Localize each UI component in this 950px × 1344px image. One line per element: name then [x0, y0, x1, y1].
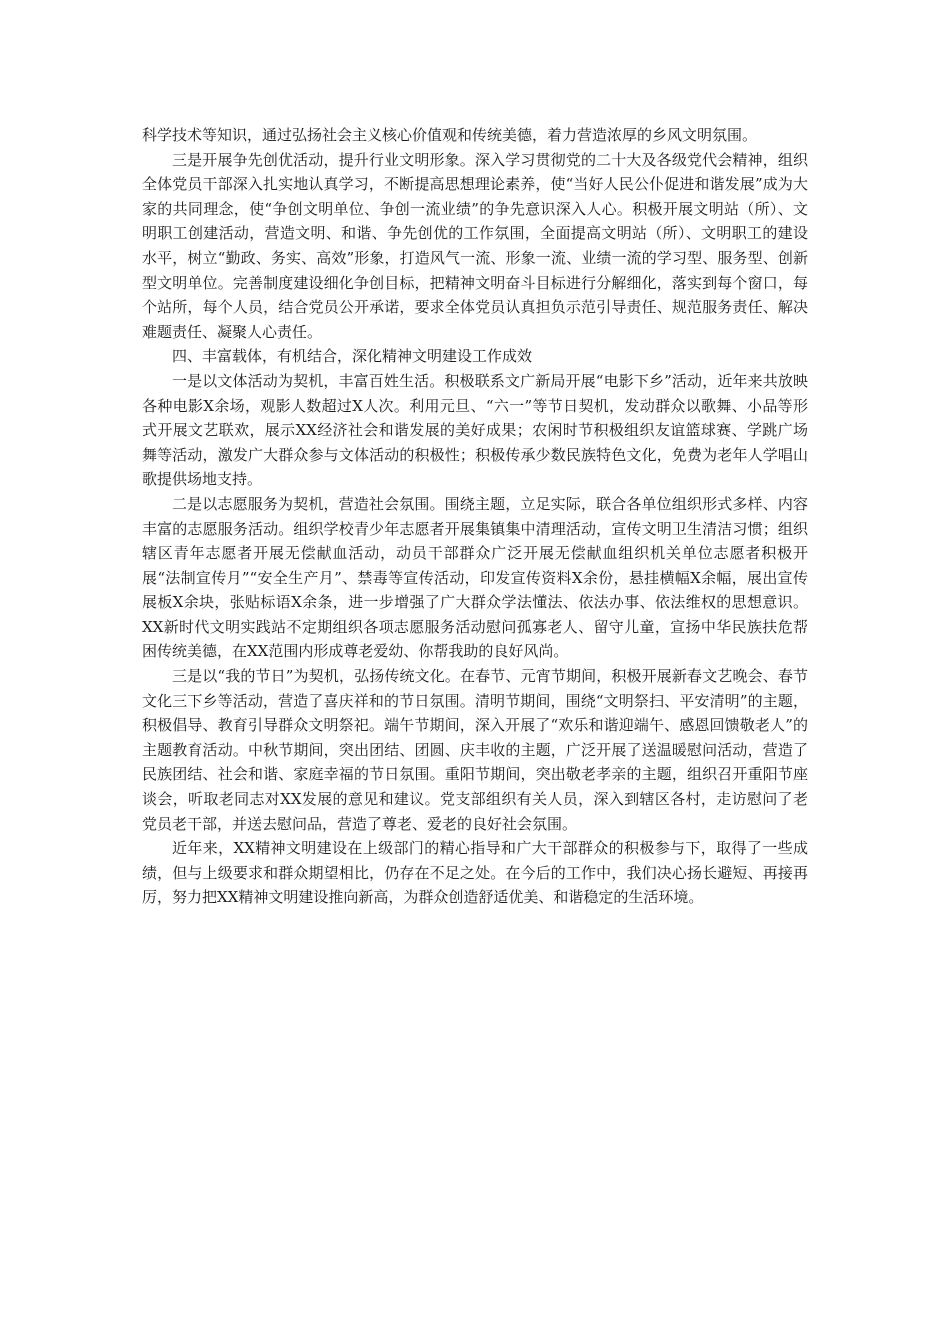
paragraph-volunteer-service: 二是以志愿服务为契机，营造社会氛围。围绕主题，立足实际，联合各单位组织形式多样、内容丰富的志愿服务活动。组织学校青少年志愿者开展集镇集中清理活动，宣传文明卫生清洁习惯；组织辖区青年志愿者开展无偿献血活动，动员干部群众广泛开展无偿献血组织机关单位志愿者积极开展“法制宣传月”“安全生产月”、禁毒等宣传活动，印发宣传资料X余份，悬挂横幅X余幅，展出宣传展板X余块，张贴标语X余条，进一步增强了广大群众学法懂法、依法办事、依法维权的思想意识。XX新时代文明实践站不定期组织各项志愿服务活动慰问孤寡老人、留守儿童，宣扬中华民族扶危帮困传统美德，在XX范围内形成尊老爱幼、你帮我助的良好风尚。	[142, 494, 808, 661]
paragraph-advanced-activities: 三是开展争先创优活动，提升行业文明形象。深入学习贯彻党的二十大及各级党代会精神，组织全体党员干部深入扎实地认真学习，不断提高思想理论素养，使“当好人民公仆促进和谐发展”成为大家的共同理念，使“争创文明单位、争创一流业绩”的争先意识深入人心。积极开展文明站（所）、文明职工创建活动，营造文明、和谐、争先创优的工作氛围，全面提高文明站（所）、文明职工的建设水平，树立“勤政、务实、高效”形象，打造风气一流、形象一流、业绩一流的学习型、服务型、创新型文明单位。完善制度建设细化争创目标，把精神文明奋斗目标进行分解细化，落实到每个窗口，每个站所，每个人员，结合党员公开承诺，要求全体党员认真担负示范引导责任、规范服务责任、解决难题责任、凝聚人心责任。	[142, 150, 808, 341]
paragraph-continuation: 科学技术等知识，通过弘扬社会主义核心价值观和传统美德，着力营造浓厚的乡风文明氛围。	[142, 126, 758, 144]
paragraph-festivals: 三是以“我的节日”为契机，弘扬传统文化。在春节、元宵节期间，积极开展新春文艺晚会、春节文化三下乡等活动，营造了喜庆祥和的节日氛围。清明节期间，围绕“文明祭扫、平安清明”的主题，积极倡导、教育引导群众文明祭祀。端午节期间，深入开展了“欢乐和谐迎端午、感恩回馈敬老人”的主题教育活动。中秋节期间，突出团结、团圆、庆丰收的主题，广泛开展了送温暖慰问活动，营造了民族团结、社会和谐、家庭幸福的节日氛围。重阳节期间，突出敬老孝亲的主题，组织召开重阳节座谈会，听取老同志对XX发展的意见和建议。党支部组织有关人员，深入到辖区各村，走访慰问了老党员老干部，并送去慰问品，营造了尊老、爱老的良好社会氛围。	[142, 667, 808, 833]
document-page	[142, 123, 808, 910]
paragraph-cultural-sports: 一是以文体活动为契机，丰富百姓生活。积极联系文广新局开展“电影下乡”活动，近年来共放映各种电影X余场，观影人数超过X人次。利用元旦、“六一”等节日契机，发动群众以歌舞、小品等形式开展文艺联欢，展示XX经济社会和谐发展的美好成果；农闲时节积极组织友谊篮球赛、学跳广场舞等活动，激发广大群众参与文体活动的积极性；积极传承少数民族特色文化，免费为老年人学唱山歌提供场地支持。	[142, 371, 808, 489]
section-heading-four: 四、丰富载体，有机结合，深化精神文明建设工作成效	[172, 347, 533, 366]
paragraph-conclusion: 近年来，XX精神文明建设在上级部门的精心指导和广大干部群众的积极参与下，取得了一些成绩，但与上级要求和群众期望相比，仍存在不足之处。在今后的工作中，我们决心扬长避短、再接再厉，努力把XX精神文明建设推向新高，为群众创造舒适优美、和谐稳定的生活环境。	[142, 839, 808, 907]
